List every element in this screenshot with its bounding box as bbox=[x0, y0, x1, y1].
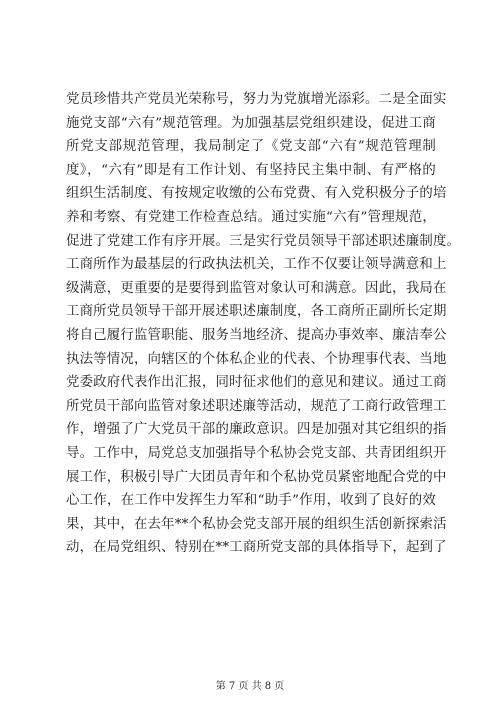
text-line: 促进了党建工作有序开展。三是实行党员领导干部述职述廉制度。 bbox=[66, 233, 461, 249]
text-line: 组织生活制度、有按规定收缴的公布党费、有入党积极分子的培 bbox=[66, 186, 447, 202]
text-line: 级满意，更重要的是要得到监管对象认可和满意。因此，我局在 bbox=[66, 280, 447, 296]
text-line: 工商所作为最基层的行政执法机关，工作不仅要让领导满意和上 bbox=[66, 257, 447, 273]
text-line: 作，增强了广大党员干部的廉政意识。四是加强对其它组织的指 bbox=[66, 422, 447, 438]
text-line: 工商所党员领导干部开展述职述廉制度，各工商所正副所长定期 bbox=[66, 304, 447, 320]
text-line: 党员珍惜共产党员光荣称号，努力为党旗增光添彩。二是全面实 bbox=[66, 92, 447, 107]
text-line: 党委政府代表作出汇报，同时征求他们的意见和建议。通过工商 bbox=[66, 375, 447, 391]
text-line: 养和考察、有党建工作检查总结。通过实施“六有”管理规范， bbox=[66, 209, 436, 225]
text-line: 所党支部规范管理，我局制定了《党支部“六有”规范管理制 bbox=[66, 139, 436, 155]
page-number-footer: 第 7 页 共 8 页 bbox=[215, 681, 285, 692]
text-line: 所党员干部向监管对象述职述廉等活动，规范了工商行政管理工 bbox=[66, 398, 447, 414]
text-line: 执法等情况，向辖区的个体私企业的代表、个协理事代表、当地 bbox=[66, 351, 447, 367]
text-line: 展工作，积极引导广大团员青年和个私协党员紧密地配合党的中 bbox=[66, 469, 447, 485]
text-line: 将自己履行监管职能、服务当地经济、提高办事效率、廉洁奉公 bbox=[66, 327, 447, 343]
text-line: 度》，“六有”即是有工作计划、有坚持民主集中制、有严格的 bbox=[66, 162, 436, 178]
text-line: 果，其中，在去年**个私协会党支部开展的组织生活创新探索活 bbox=[66, 516, 447, 532]
text-line: 导。工作中，局党总支加强指导个私协会党支部、共青团组织开 bbox=[66, 445, 447, 461]
body-paragraph bbox=[66, 88, 461, 560]
text-line: 动，在局党组织、特别在**工商所党支部的具体指导下，起到了 bbox=[66, 540, 447, 556]
text-line: 心工作，在工作中发挥生力军和“助手”作用，收到了良好的效 bbox=[66, 493, 436, 509]
text-line: 施党支部“六有”规范管理。为加强基层党组织建设，促进工商 bbox=[66, 115, 436, 131]
